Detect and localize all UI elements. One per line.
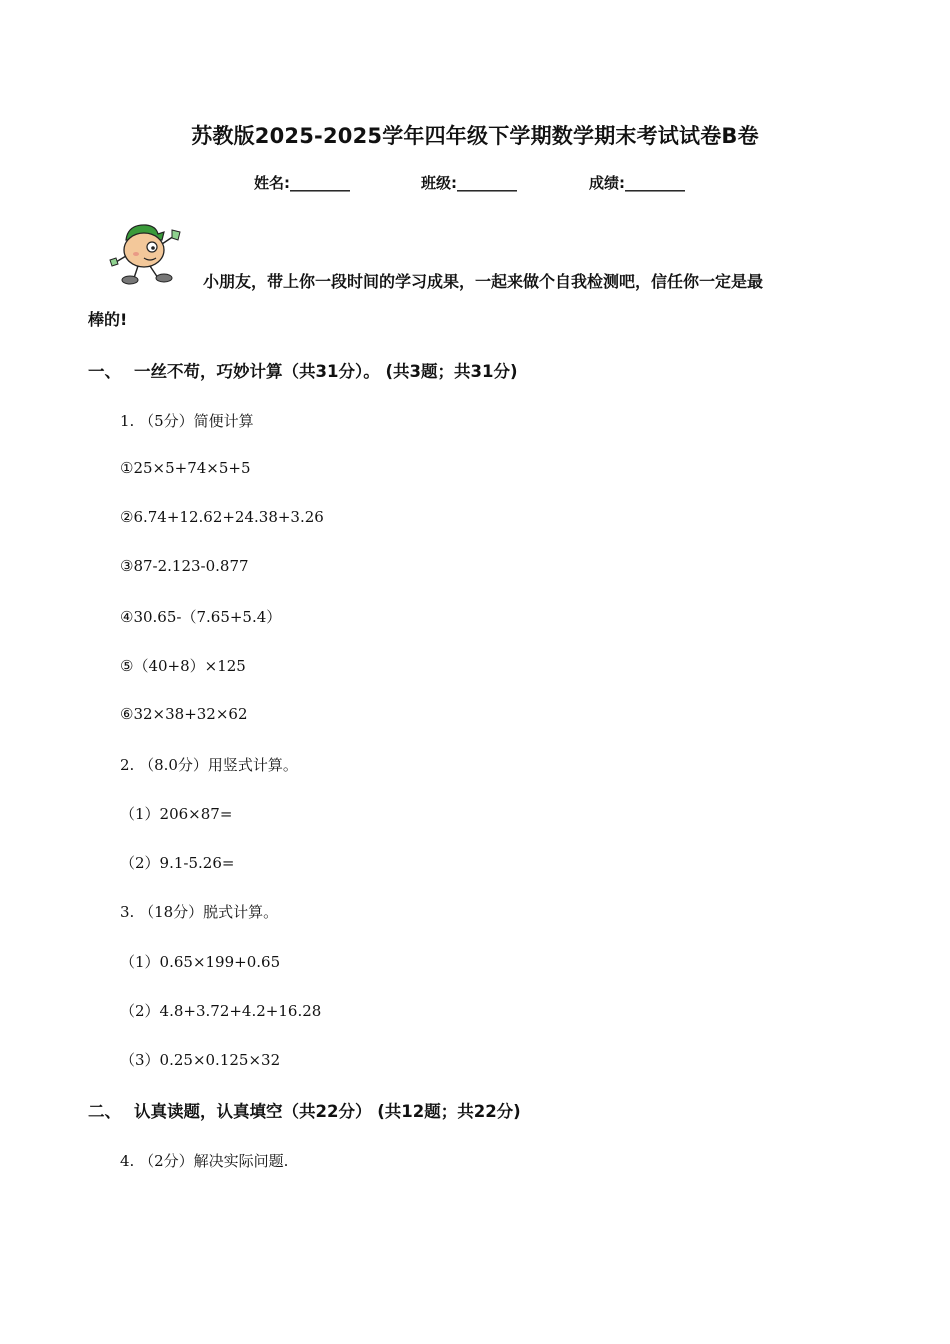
- question-2-heading: 2. （8.0分）用竖式计算。: [120, 756, 298, 774]
- class-field: [421, 172, 517, 193]
- question-1-item-3: ③87-2.123-0.877: [120, 557, 249, 575]
- score-label: 成绩:: [589, 174, 625, 192]
- section-1-title: 一丝不苟，巧妙计算（共31分）。 (共3题；共31分): [134, 362, 518, 381]
- question-1-heading: 1. （5分）简便计算: [120, 412, 254, 430]
- question-3-item-3: （3）0.25×0.125×32: [120, 1051, 281, 1069]
- section-2-heading: [88, 1098, 521, 1122]
- question-1-item-6: ⑥32×38+32×62: [120, 705, 248, 723]
- question-1-item-4: ④30.65-（7.65+5.4）: [120, 608, 282, 626]
- cartoon-boy-mascot-icon: [106, 220, 188, 286]
- question-3-item-2: （2）4.8+3.72+4.2+16.28: [120, 1002, 322, 1020]
- section-1-heading: [88, 358, 517, 382]
- intro-line-1: 小朋友，带上你一段时间的学习成果，一起来做个自我检测吧，信任你一定是最: [203, 272, 764, 291]
- name-label: 姓名:: [254, 174, 290, 192]
- question-3-heading: 3. （18分）脱式计算。: [120, 903, 279, 921]
- question-4-heading: 4. （2分）解决实际问题.: [120, 1152, 289, 1170]
- name-blank: ________: [290, 174, 350, 192]
- name-field: [254, 172, 350, 193]
- question-1-item-2: ②6.74+12.62+24.38+3.26: [120, 508, 324, 526]
- intro-line-2: 棒的!: [88, 310, 128, 329]
- question-1-item-1: ①25×5+74×5+5: [120, 459, 251, 477]
- question-3-item-1: （1）0.65×199+0.65: [120, 953, 281, 971]
- section-2-title: 认真读题，认真填空（共22分） (共12题；共22分): [134, 1102, 521, 1121]
- section-2-number: 二、: [88, 1102, 121, 1121]
- score-field: [589, 172, 685, 193]
- question-2-item-2: （2）9.1-5.26=: [120, 854, 235, 872]
- class-blank: ________: [457, 174, 517, 192]
- section-1-number: 一、: [88, 362, 121, 381]
- question-1-item-5: ⑤（40+8）×125: [120, 657, 246, 675]
- class-label: 班级:: [421, 174, 457, 192]
- score-blank: ________: [625, 174, 685, 192]
- page-title: 苏教版2025-2025学年四年级下学期数学期末考试试卷B卷: [191, 124, 759, 148]
- question-2-item-1: （1）206×87=: [120, 805, 233, 823]
